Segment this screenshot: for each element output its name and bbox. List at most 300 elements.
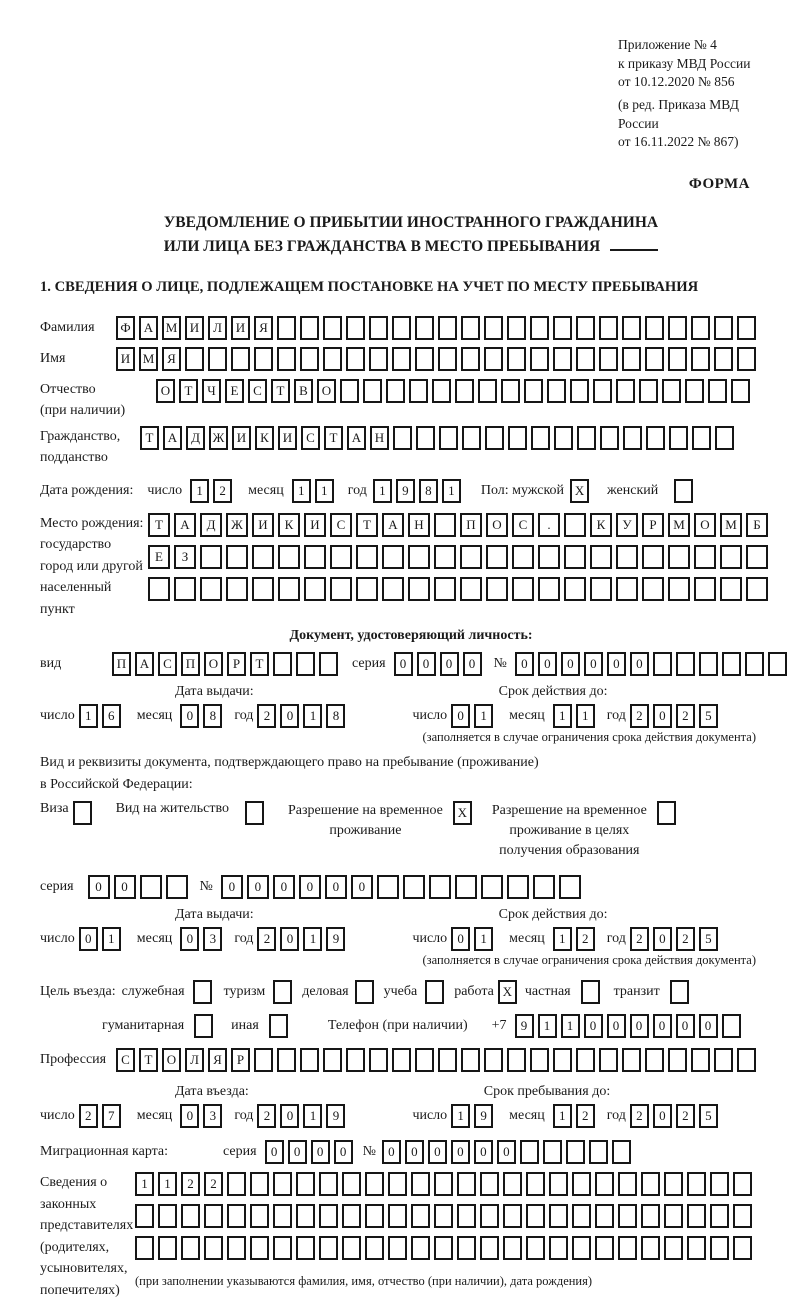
cell[interactable]: Л bbox=[185, 1048, 204, 1072]
cell[interactable] bbox=[559, 875, 581, 899]
cell[interactable]: А bbox=[163, 426, 182, 450]
representatives-row2-input[interactable] bbox=[135, 1204, 756, 1228]
cell[interactable] bbox=[530, 347, 549, 371]
cell[interactable]: 1 bbox=[553, 704, 572, 728]
purpose-study-checkbox[interactable] bbox=[425, 980, 448, 1004]
cell[interactable]: О bbox=[486, 513, 508, 537]
cell[interactable] bbox=[434, 513, 456, 537]
cell[interactable]: Я bbox=[254, 316, 273, 340]
cell[interactable] bbox=[531, 426, 550, 450]
cell[interactable] bbox=[714, 1048, 733, 1072]
cell[interactable] bbox=[576, 1048, 595, 1072]
cell[interactable] bbox=[277, 347, 296, 371]
cell[interactable]: 0 bbox=[280, 704, 299, 728]
entry-year-input[interactable] bbox=[257, 1104, 349, 1128]
cell[interactable] bbox=[457, 1172, 476, 1196]
cell[interactable]: Д bbox=[186, 426, 205, 450]
permit-issue-day-input[interactable] bbox=[79, 927, 125, 951]
cell[interactable] bbox=[226, 545, 248, 569]
cell[interactable]: А bbox=[139, 316, 158, 340]
cell[interactable] bbox=[455, 875, 477, 899]
cell[interactable] bbox=[564, 513, 586, 537]
cell[interactable] bbox=[135, 1204, 154, 1228]
cell[interactable]: 0 bbox=[180, 704, 199, 728]
cell[interactable] bbox=[645, 347, 664, 371]
cell[interactable]: М bbox=[162, 316, 181, 340]
purpose-business-checkbox[interactable] bbox=[355, 980, 378, 1004]
cell[interactable] bbox=[612, 1140, 631, 1164]
cell[interactable]: К bbox=[255, 426, 274, 450]
cell[interactable] bbox=[507, 1048, 526, 1072]
cell[interactable] bbox=[252, 577, 274, 601]
cell[interactable] bbox=[460, 545, 482, 569]
cell[interactable]: 9 bbox=[474, 1104, 493, 1128]
cell[interactable] bbox=[346, 316, 365, 340]
permit-issue-month-input[interactable] bbox=[180, 927, 226, 951]
cell[interactable]: 1 bbox=[303, 704, 322, 728]
cell[interactable]: 1 bbox=[102, 927, 121, 951]
cell[interactable] bbox=[252, 545, 274, 569]
cell[interactable]: 0 bbox=[417, 652, 436, 676]
cell[interactable] bbox=[501, 379, 520, 403]
cell[interactable]: Т bbox=[140, 426, 159, 450]
cell[interactable] bbox=[710, 1172, 729, 1196]
cell[interactable] bbox=[581, 980, 600, 1004]
cell[interactable] bbox=[526, 1204, 545, 1228]
cell[interactable]: 2 bbox=[630, 927, 649, 951]
cell[interactable]: 0 bbox=[180, 927, 199, 951]
cell[interactable]: А bbox=[347, 426, 366, 450]
cell[interactable]: 5 bbox=[699, 704, 718, 728]
cell[interactable] bbox=[323, 316, 342, 340]
cell[interactable]: 1 bbox=[474, 704, 493, 728]
cell[interactable]: Р bbox=[227, 652, 246, 676]
cell[interactable]: Л bbox=[208, 316, 227, 340]
cell[interactable] bbox=[664, 1172, 683, 1196]
cell[interactable] bbox=[641, 1204, 660, 1228]
cell[interactable] bbox=[599, 316, 618, 340]
cell[interactable] bbox=[526, 1236, 545, 1260]
cell[interactable]: 0 bbox=[676, 1014, 695, 1038]
cell[interactable] bbox=[538, 545, 560, 569]
cell[interactable] bbox=[662, 379, 681, 403]
cell[interactable]: 0 bbox=[288, 1140, 307, 1164]
cell[interactable]: П bbox=[181, 652, 200, 676]
cell[interactable] bbox=[434, 1172, 453, 1196]
cell[interactable] bbox=[365, 1236, 384, 1260]
cell[interactable] bbox=[181, 1236, 200, 1260]
cell[interactable]: 0 bbox=[584, 1014, 603, 1038]
cell[interactable]: 0 bbox=[630, 1014, 649, 1038]
cell[interactable] bbox=[273, 1236, 292, 1260]
cell[interactable]: 2 bbox=[79, 1104, 98, 1128]
cell[interactable]: 0 bbox=[325, 875, 347, 899]
cell[interactable]: О bbox=[204, 652, 223, 676]
cell[interactable] bbox=[731, 379, 750, 403]
cell[interactable] bbox=[200, 577, 222, 601]
cell[interactable] bbox=[576, 347, 595, 371]
cell[interactable] bbox=[503, 1172, 522, 1196]
cell[interactable] bbox=[687, 1236, 706, 1260]
cell[interactable] bbox=[618, 1204, 637, 1228]
permit-issue-year-input[interactable] bbox=[257, 927, 349, 951]
cell[interactable] bbox=[300, 347, 319, 371]
cell[interactable] bbox=[616, 577, 638, 601]
cell[interactable] bbox=[296, 1172, 315, 1196]
cell[interactable] bbox=[140, 875, 162, 899]
cell[interactable] bbox=[668, 316, 687, 340]
cell[interactable] bbox=[520, 1140, 539, 1164]
purpose-humanitarian-checkbox[interactable] bbox=[194, 1014, 217, 1038]
cell[interactable] bbox=[641, 1172, 660, 1196]
cell[interactable]: И bbox=[252, 513, 274, 537]
cell[interactable] bbox=[330, 545, 352, 569]
cell[interactable]: 1 bbox=[561, 1014, 580, 1038]
doc-valid-day-input[interactable] bbox=[451, 704, 497, 728]
cell[interactable]: А bbox=[135, 652, 154, 676]
stay-year-input[interactable] bbox=[630, 1104, 722, 1128]
cell[interactable] bbox=[715, 426, 734, 450]
cell[interactable] bbox=[392, 1048, 411, 1072]
cell[interactable]: 0 bbox=[180, 1104, 199, 1128]
cell[interactable] bbox=[572, 1236, 591, 1260]
cell[interactable]: Т bbox=[148, 513, 170, 537]
cell[interactable] bbox=[616, 545, 638, 569]
cell[interactable] bbox=[547, 379, 566, 403]
cell[interactable] bbox=[485, 426, 504, 450]
cell[interactable] bbox=[746, 577, 768, 601]
cell[interactable] bbox=[553, 316, 572, 340]
cell[interactable]: 2 bbox=[257, 1104, 276, 1128]
purpose-transit-checkbox[interactable] bbox=[670, 980, 693, 1004]
cell[interactable] bbox=[508, 426, 527, 450]
cell[interactable]: 1 bbox=[79, 704, 98, 728]
cell[interactable] bbox=[480, 1236, 499, 1260]
cell[interactable] bbox=[408, 545, 430, 569]
cell[interactable]: С bbox=[330, 513, 352, 537]
cell[interactable]: Н bbox=[408, 513, 430, 537]
cell[interactable] bbox=[319, 1204, 338, 1228]
cell[interactable] bbox=[319, 1236, 338, 1260]
cell[interactable] bbox=[507, 875, 529, 899]
cell[interactable] bbox=[250, 1172, 269, 1196]
doc-number-input[interactable] bbox=[515, 652, 791, 676]
cell[interactable]: 0 bbox=[405, 1140, 424, 1164]
cell[interactable]: Н bbox=[370, 426, 389, 450]
cell[interactable]: 2 bbox=[257, 927, 276, 951]
cell[interactable] bbox=[572, 1204, 591, 1228]
cell[interactable] bbox=[330, 577, 352, 601]
cell[interactable] bbox=[300, 1048, 319, 1072]
cell[interactable] bbox=[691, 347, 710, 371]
cell[interactable]: Я bbox=[162, 347, 181, 371]
cell[interactable]: 1 bbox=[474, 927, 493, 951]
birth-year-input[interactable] bbox=[373, 479, 465, 503]
cell[interactable]: С bbox=[158, 652, 177, 676]
cell[interactable]: Ж bbox=[226, 513, 248, 537]
cell[interactable]: 3 bbox=[203, 927, 222, 951]
cell[interactable] bbox=[455, 379, 474, 403]
cell[interactable]: 2 bbox=[257, 704, 276, 728]
cell[interactable] bbox=[549, 1236, 568, 1260]
cell[interactable]: 2 bbox=[204, 1172, 223, 1196]
cell[interactable]: Ф bbox=[116, 316, 135, 340]
cell[interactable] bbox=[564, 577, 586, 601]
cell[interactable]: С bbox=[512, 513, 534, 537]
cell[interactable] bbox=[676, 652, 695, 676]
cell[interactable] bbox=[429, 875, 451, 899]
cell[interactable] bbox=[194, 1014, 213, 1038]
cell[interactable] bbox=[646, 426, 665, 450]
cell[interactable]: 6 bbox=[102, 704, 121, 728]
cell[interactable] bbox=[549, 1172, 568, 1196]
cell[interactable] bbox=[193, 980, 212, 1004]
cell[interactable] bbox=[461, 1048, 480, 1072]
cell[interactable] bbox=[409, 379, 428, 403]
cell[interactable] bbox=[623, 426, 642, 450]
migration-series-input[interactable] bbox=[265, 1140, 357, 1164]
cell[interactable] bbox=[411, 1172, 430, 1196]
cell[interactable] bbox=[403, 875, 425, 899]
doc-type-input[interactable] bbox=[112, 652, 342, 676]
cell[interactable]: 1 bbox=[315, 479, 334, 503]
cell[interactable]: Т bbox=[250, 652, 269, 676]
cell[interactable] bbox=[599, 1048, 618, 1072]
cell[interactable] bbox=[434, 577, 456, 601]
visa-checkbox[interactable] bbox=[73, 801, 96, 825]
profession-input[interactable] bbox=[116, 1048, 760, 1072]
cell[interactable] bbox=[158, 1236, 177, 1260]
name-input[interactable] bbox=[116, 347, 760, 371]
cell[interactable]: П bbox=[460, 513, 482, 537]
cell[interactable]: 0 bbox=[607, 1014, 626, 1038]
cell[interactable] bbox=[296, 1204, 315, 1228]
cell[interactable]: 9 bbox=[326, 927, 345, 951]
cell[interactable]: 1 bbox=[442, 479, 461, 503]
cell[interactable] bbox=[694, 577, 716, 601]
cell[interactable] bbox=[622, 1048, 641, 1072]
cell[interactable] bbox=[461, 316, 480, 340]
cell[interactable]: 0 bbox=[451, 704, 470, 728]
cell[interactable] bbox=[415, 347, 434, 371]
cell[interactable] bbox=[642, 577, 664, 601]
cell[interactable] bbox=[386, 379, 405, 403]
cell[interactable] bbox=[642, 545, 664, 569]
purpose-official-checkbox[interactable] bbox=[193, 980, 216, 1004]
cell[interactable] bbox=[342, 1204, 361, 1228]
cell[interactable] bbox=[277, 316, 296, 340]
cell[interactable] bbox=[503, 1236, 522, 1260]
cell[interactable] bbox=[714, 347, 733, 371]
cell[interactable] bbox=[148, 577, 170, 601]
cell[interactable] bbox=[369, 316, 388, 340]
cell[interactable] bbox=[73, 801, 92, 825]
cell[interactable]: М bbox=[139, 347, 158, 371]
cell[interactable] bbox=[434, 1204, 453, 1228]
cell[interactable]: 2 bbox=[676, 704, 695, 728]
permit-series-input[interactable] bbox=[88, 875, 192, 899]
cell[interactable]: 1 bbox=[553, 1104, 572, 1128]
citizenship-input[interactable] bbox=[140, 426, 738, 450]
cell[interactable] bbox=[664, 1204, 683, 1228]
cell[interactable]: Р bbox=[642, 513, 664, 537]
cell[interactable] bbox=[363, 379, 382, 403]
cell[interactable]: 0 bbox=[273, 875, 295, 899]
cell[interactable] bbox=[250, 1236, 269, 1260]
cell[interactable] bbox=[507, 316, 526, 340]
cell[interactable] bbox=[245, 801, 264, 825]
cell[interactable]: 9 bbox=[396, 479, 415, 503]
cell[interactable] bbox=[710, 1204, 729, 1228]
cell[interactable] bbox=[356, 545, 378, 569]
cell[interactable] bbox=[296, 1236, 315, 1260]
cell[interactable] bbox=[304, 545, 326, 569]
rvp-edu-checkbox[interactable] bbox=[657, 801, 680, 825]
cell[interactable] bbox=[708, 379, 727, 403]
cell[interactable] bbox=[484, 316, 503, 340]
cell[interactable] bbox=[300, 316, 319, 340]
doc-issue-day-input[interactable] bbox=[79, 704, 125, 728]
cell[interactable] bbox=[720, 577, 742, 601]
surname-input[interactable] bbox=[116, 316, 760, 340]
cell[interactable] bbox=[484, 347, 503, 371]
cell[interactable] bbox=[645, 1048, 664, 1072]
cell[interactable] bbox=[486, 577, 508, 601]
cell[interactable] bbox=[564, 545, 586, 569]
cell[interactable] bbox=[737, 316, 756, 340]
cell[interactable]: 3 bbox=[203, 1104, 222, 1128]
cell[interactable] bbox=[382, 545, 404, 569]
cell[interactable]: 1 bbox=[190, 479, 209, 503]
cell[interactable]: 0 bbox=[299, 875, 321, 899]
representatives-row3-input[interactable] bbox=[135, 1236, 756, 1260]
cell[interactable] bbox=[355, 980, 374, 1004]
cell[interactable]: 5 bbox=[699, 927, 718, 951]
cell[interactable] bbox=[377, 875, 399, 899]
cell[interactable]: 2 bbox=[676, 1104, 695, 1128]
cell[interactable] bbox=[641, 1236, 660, 1260]
cell[interactable]: 1 bbox=[538, 1014, 557, 1038]
cell[interactable] bbox=[416, 426, 435, 450]
cell[interactable] bbox=[415, 1048, 434, 1072]
cell[interactable] bbox=[549, 1204, 568, 1228]
cell[interactable] bbox=[462, 426, 481, 450]
cell[interactable] bbox=[481, 875, 503, 899]
cell[interactable] bbox=[589, 1140, 608, 1164]
cell[interactable] bbox=[382, 577, 404, 601]
cell[interactable] bbox=[670, 980, 689, 1004]
cell[interactable] bbox=[699, 652, 718, 676]
cell[interactable] bbox=[691, 1048, 710, 1072]
cell[interactable]: 1 bbox=[303, 927, 322, 951]
residence-permit-checkbox[interactable] bbox=[245, 801, 268, 825]
cell[interactable] bbox=[250, 1204, 269, 1228]
cell[interactable]: 1 bbox=[135, 1172, 154, 1196]
cell[interactable] bbox=[691, 316, 710, 340]
cell[interactable]: О bbox=[162, 1048, 181, 1072]
cell[interactable] bbox=[425, 980, 444, 1004]
cell[interactable] bbox=[278, 545, 300, 569]
cell[interactable]: 0 bbox=[394, 652, 413, 676]
cell[interactable] bbox=[369, 347, 388, 371]
cell[interactable]: Т bbox=[271, 379, 290, 403]
cell[interactable] bbox=[733, 1172, 752, 1196]
entry-day-input[interactable] bbox=[79, 1104, 125, 1128]
cell[interactable] bbox=[411, 1236, 430, 1260]
cell[interactable]: Д bbox=[200, 513, 222, 537]
purpose-work-checkbox[interactable] bbox=[498, 980, 521, 1004]
cell[interactable]: 0 bbox=[114, 875, 136, 899]
cell[interactable]: Е bbox=[148, 545, 170, 569]
cell[interactable]: Ч bbox=[202, 379, 221, 403]
cell[interactable]: 1 bbox=[158, 1172, 177, 1196]
cell[interactable] bbox=[710, 1236, 729, 1260]
cell[interactable] bbox=[507, 347, 526, 371]
cell[interactable]: 2 bbox=[213, 479, 232, 503]
cell[interactable] bbox=[365, 1172, 384, 1196]
purpose-tourism-checkbox[interactable] bbox=[273, 980, 296, 1004]
cell[interactable]: . bbox=[538, 513, 560, 537]
cell[interactable] bbox=[737, 347, 756, 371]
cell[interactable]: 0 bbox=[382, 1140, 401, 1164]
cell[interactable]: 0 bbox=[699, 1014, 718, 1038]
cell[interactable]: 8 bbox=[419, 479, 438, 503]
cell[interactable]: 0 bbox=[630, 652, 649, 676]
cell[interactable]: 8 bbox=[326, 704, 345, 728]
doc-series-input[interactable] bbox=[394, 652, 486, 676]
cell[interactable]: Е bbox=[225, 379, 244, 403]
cell[interactable] bbox=[434, 545, 456, 569]
cell[interactable]: 1 bbox=[576, 704, 595, 728]
cell[interactable] bbox=[227, 1236, 246, 1260]
cell[interactable] bbox=[538, 577, 560, 601]
cell[interactable]: 0 bbox=[451, 927, 470, 951]
cell[interactable]: И bbox=[116, 347, 135, 371]
cell[interactable] bbox=[227, 1204, 246, 1228]
cell[interactable] bbox=[480, 1204, 499, 1228]
cell[interactable] bbox=[200, 545, 222, 569]
cell[interactable] bbox=[530, 316, 549, 340]
cell[interactable]: Т bbox=[139, 1048, 158, 1072]
cell[interactable]: 0 bbox=[351, 875, 373, 899]
cell[interactable] bbox=[415, 316, 434, 340]
cell[interactable] bbox=[484, 1048, 503, 1072]
cell[interactable]: 0 bbox=[607, 652, 626, 676]
cell[interactable] bbox=[692, 426, 711, 450]
cell[interactable] bbox=[323, 347, 342, 371]
cell[interactable] bbox=[745, 652, 764, 676]
sex-female-checkbox[interactable] bbox=[674, 479, 697, 503]
cell[interactable]: 9 bbox=[515, 1014, 534, 1038]
birthplace-row3-input[interactable] bbox=[148, 577, 772, 601]
cell[interactable] bbox=[411, 1204, 430, 1228]
cell[interactable]: 0 bbox=[280, 1104, 299, 1128]
cell[interactable]: С bbox=[248, 379, 267, 403]
cell[interactable]: 1 bbox=[303, 1104, 322, 1128]
cell[interactable]: 0 bbox=[653, 1014, 672, 1038]
cell[interactable] bbox=[694, 545, 716, 569]
cell[interactable] bbox=[595, 1204, 614, 1228]
cell[interactable]: 1 bbox=[292, 479, 311, 503]
cell[interactable] bbox=[392, 347, 411, 371]
cell[interactable] bbox=[296, 652, 315, 676]
cell[interactable] bbox=[668, 577, 690, 601]
cell[interactable] bbox=[273, 1204, 292, 1228]
cell[interactable] bbox=[595, 1236, 614, 1260]
cell[interactable] bbox=[340, 379, 359, 403]
cell[interactable] bbox=[668, 545, 690, 569]
doc-valid-year-input[interactable] bbox=[630, 704, 722, 728]
